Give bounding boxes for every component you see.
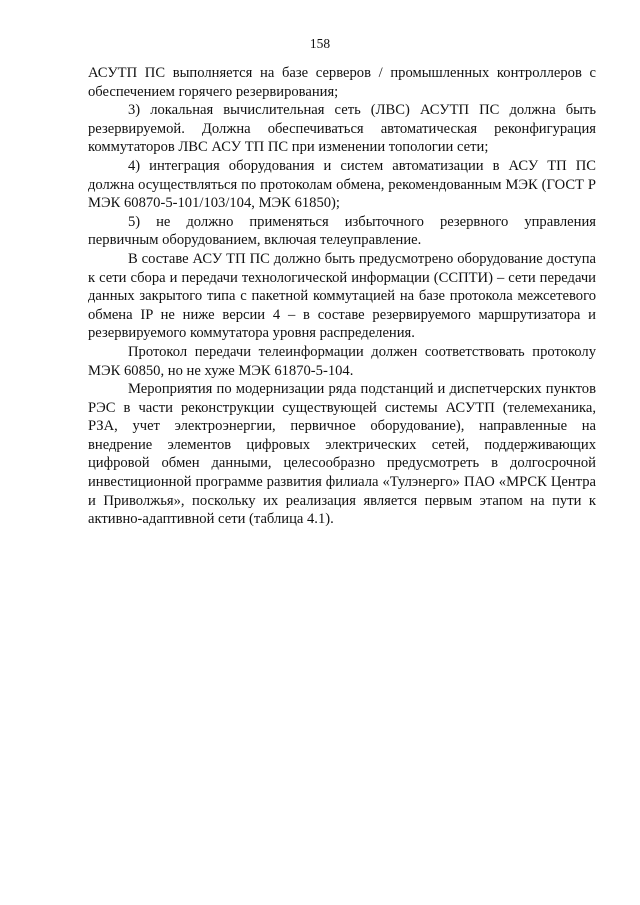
paragraph-iec-protocols: 4) интеграция оборудования и систем автоматизации в АСУ ТП ПС должна осуществляться по протоколам обмена, рекомендованным МЭК (ГОСТ Р МЭК 60870-5-101/103/104, МЭК 61850); <box>88 157 596 212</box>
paragraph-no-excess-control: 5) не должно применяться избыточного резервного управления первичным оборудованием, включая телеуправление. <box>88 213 596 249</box>
page-number: 158 <box>309 36 331 51</box>
document-body <box>88 64 596 529</box>
paragraph-sspti-access: В составе АСУ ТП ПС должно быть предусмотрено оборудование доступа к сети сбора и передачи технологической информации (ССПТИ) – сети передачи данных закрытого типа с пакетной коммутацией на базе протокола межсетевого обмена IP не ниже версии 4 – в составе резервируемого маршрутизатора и резервируемого коммутатора уровня распределения. <box>88 250 596 342</box>
paragraph-modernization-measures: Мероприятия по модернизации ряда подстанций и диспетчерских пунктов РЭС в части реконструкции существующей системы АСУТП (телемеханика, РЗА, учет электроэнергии, первичное оборудование), направленные на внедрение элементов цифровых электрических сетей, поддерживающих цифровой обмен данными, целесообразно предусмотреть в долгосрочной инвестиционной программе развития филиала «Тулэнерго» ПАО «МРСК Центра и Приволжья», поскольку их реализация является первым этапом на пути к активно-адаптивной сети (таблица 4.1). <box>88 381 596 528</box>
paragraph-asutp-servers: АСУТП ПС выполняется на базе серверов / промышленных контроллеров с обеспечением горячего резервирования; <box>88 65 596 100</box>
paragraph-lan-redundancy: 3) локальная вычислительная сеть (ЛВС) АСУТП ПС должна быть резервируемой. Должна обеспечиваться автоматическая реконфигурация коммутаторов ЛВС АСУ ТП ПС при изменении топологии сети; <box>88 102 596 156</box>
paragraph-telemetry-protocol: Протокол передачи телеинформации должен соответствовать протоколу МЭК 60850, но не хуже МЭК 61870-5-104. <box>88 343 596 379</box>
